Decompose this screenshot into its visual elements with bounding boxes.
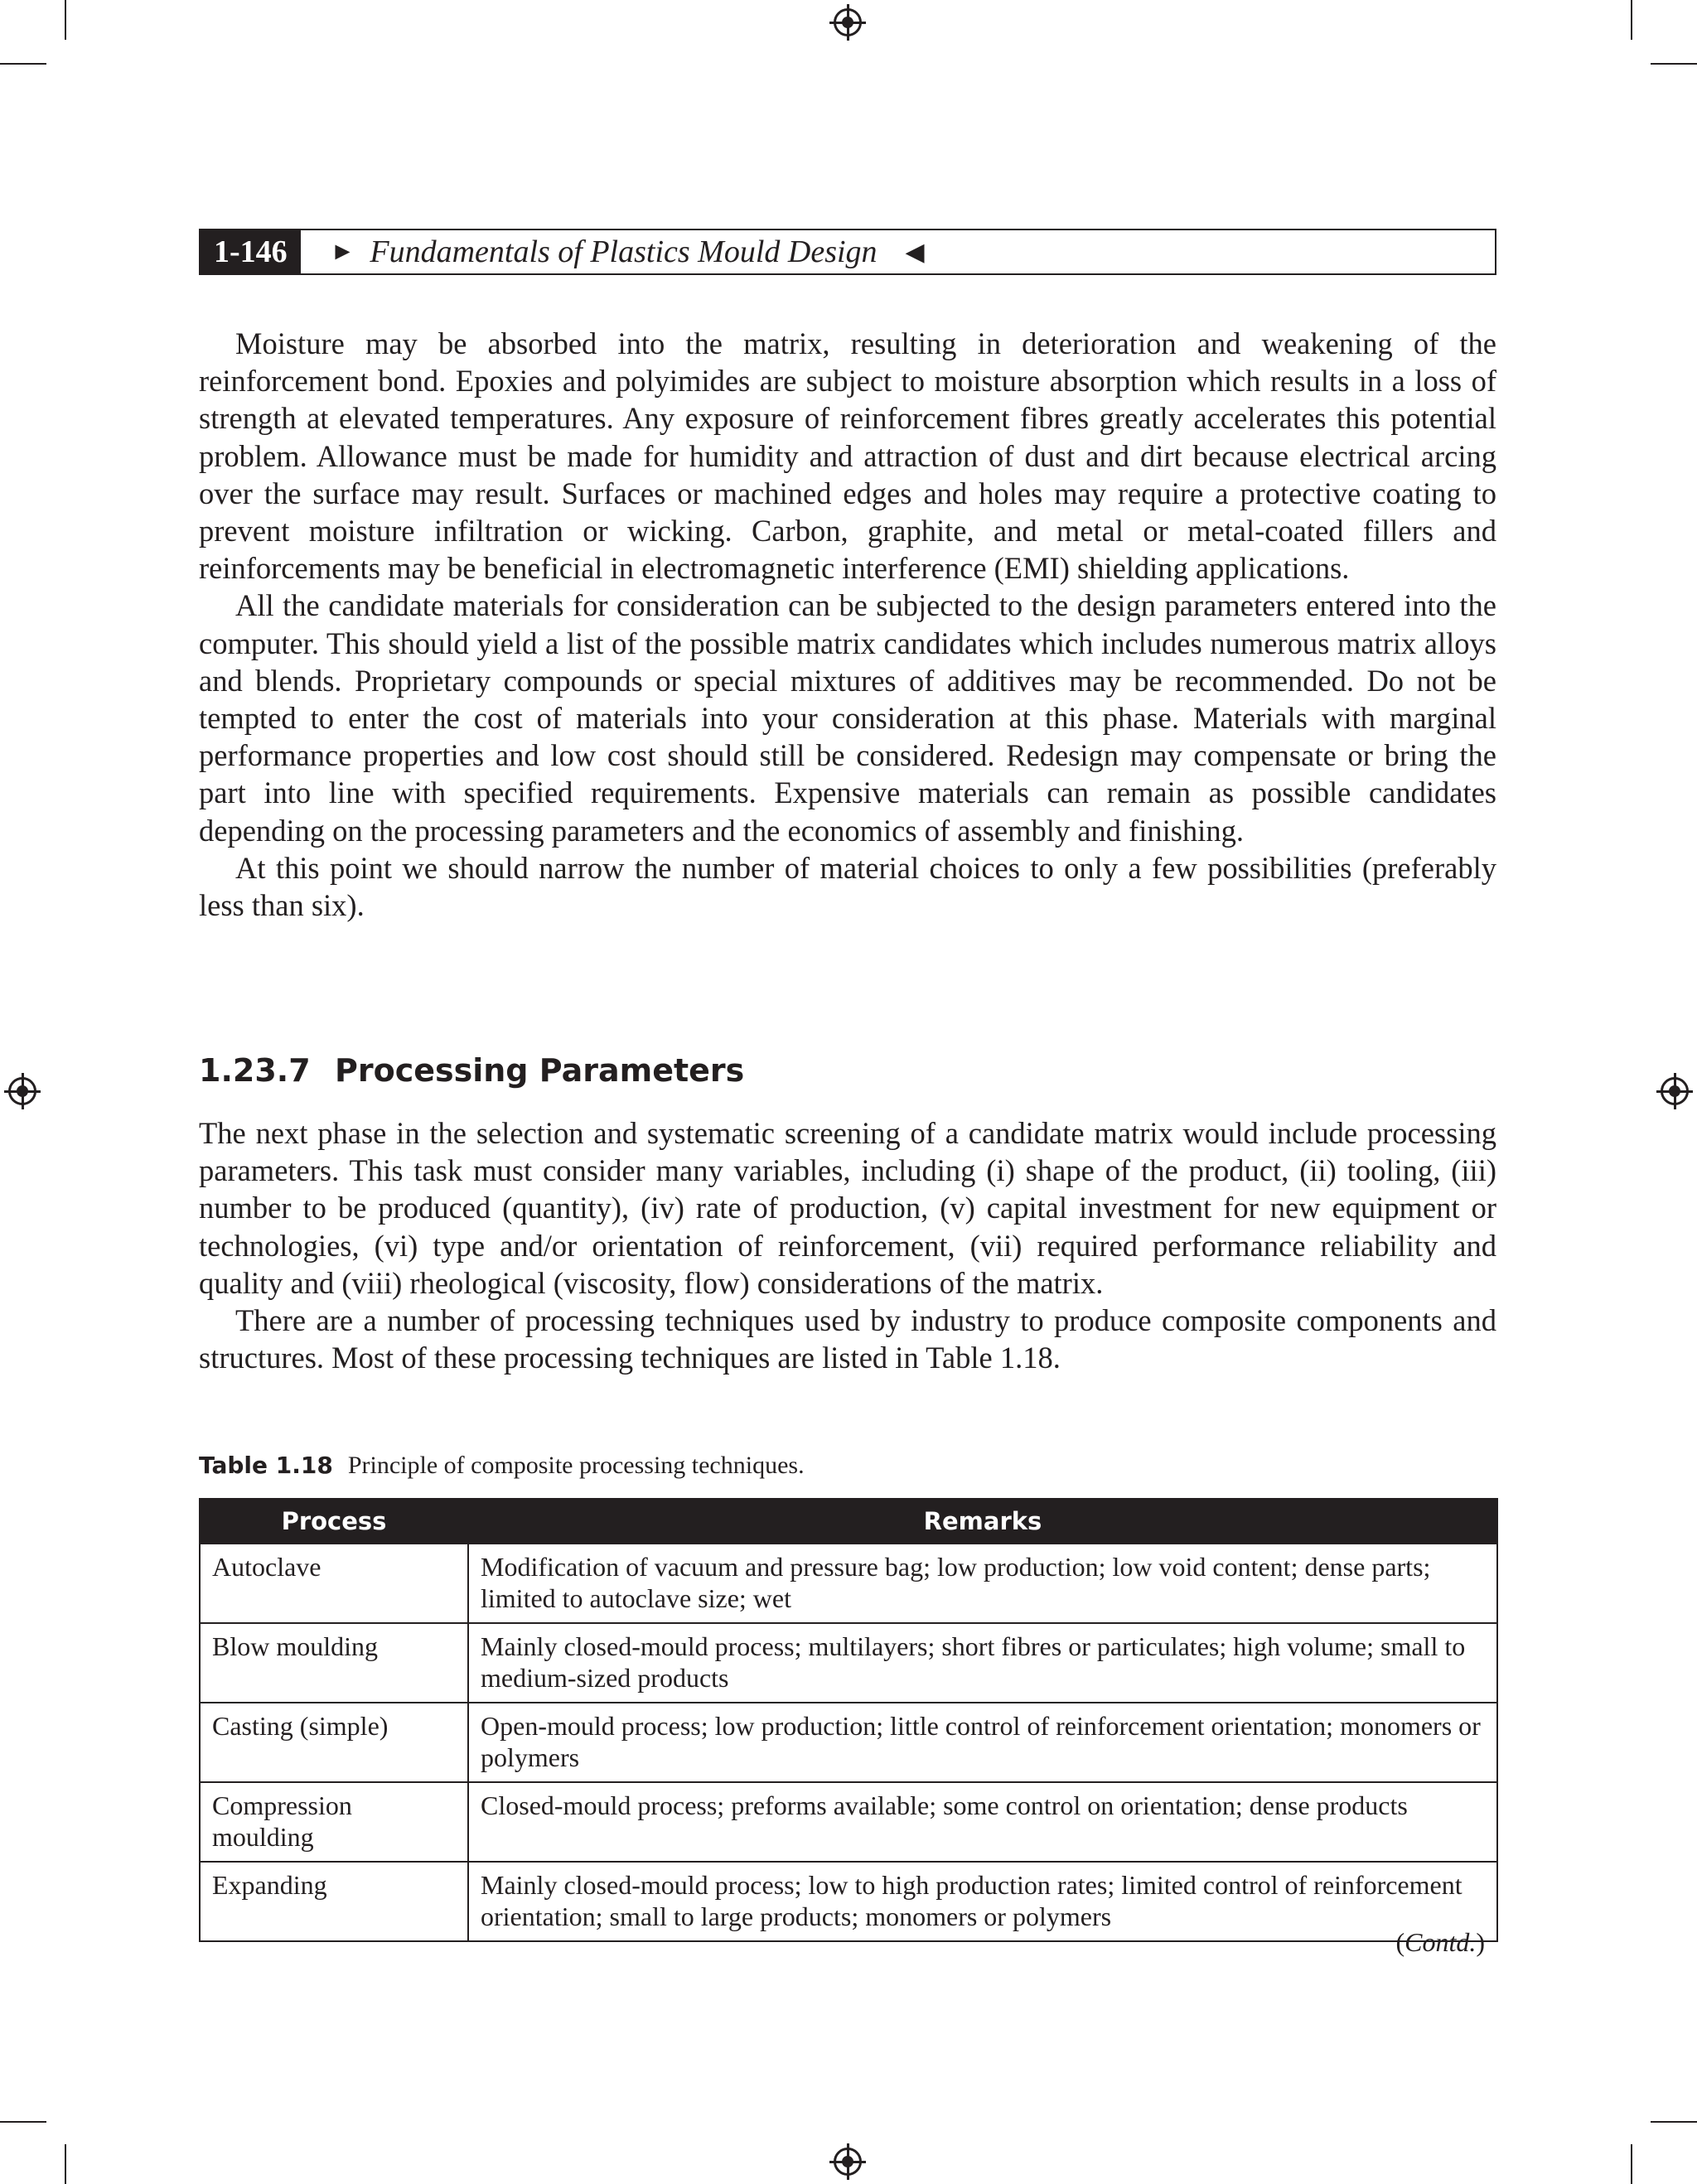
crop-mark <box>65 0 66 40</box>
crop-mark <box>1651 2121 1697 2123</box>
body-text-top <box>199 325 1496 924</box>
triangle-left-icon: ◀ <box>905 238 925 266</box>
process-cell: Blow moulding <box>200 1623 468 1703</box>
remarks-cell: Mainly closed-mould process; low to high production rates; limited control of reinforcement orientation; small to large products; monomers or polymers <box>468 1862 1497 1941</box>
crop-mark <box>1651 63 1697 65</box>
process-cell: Autoclave <box>200 1544 468 1623</box>
triangle-right-icon: ► <box>330 238 355 265</box>
registration-mark-icon <box>834 8 862 36</box>
crop-mark <box>1631 2144 1632 2184</box>
paragraph: The next phase in the selection and systematic screening of a candidate matrix would include processing parameters. This task must consider many variables, including (i) shape of the product, (ii) tooling, (iii) number to be produced (quantity), (iv) rate of production, (v) capital investment for new equipment or technologies, (vi) type and/or orientation of reinforcement, (vii) required performance reliability and quality and (viii) rheological (viscosity, flow) considerations of the matrix. <box>199 1116 1496 1300</box>
paragraph: All the candidate materials for consideration can be subjected to the design parameters entered into the computer. This should yield a list of the possible matrix candidates which includes numerous matrix alloys and blends. Proprietary compounds or special mixtures of additives may be recommended. Do not be tempted to enter the cost of materials into your consideration at this phase. Materials with marginal performance properties and low cost should still be considered. Redesign may compensate or bring the part into line with specified requirements. Expensive materials can remain as possible candidates depending on the processing parameters and the economics of assembly and finishing. <box>199 588 1496 848</box>
process-table <box>199 1498 1498 1942</box>
table-caption <box>199 1452 805 1480</box>
table-caption-text: Principle of composite processing techniques. <box>347 1452 805 1479</box>
registration-mark-icon <box>834 2148 862 2176</box>
column-header-remarks: Remarks <box>468 1499 1497 1544</box>
section-heading <box>199 1052 744 1089</box>
paragraph: At this point we should narrow the number of material choices to only a few possibilities (preferably less than six). <box>199 850 1496 923</box>
table-row <box>200 1703 1497 1782</box>
book-title: Fundamentals of Plastics Mould Design <box>370 234 878 269</box>
section-title: Processing Parameters <box>335 1052 745 1089</box>
registration-mark-icon <box>8 1077 36 1105</box>
continued-text: Contd. <box>1404 1927 1477 1957</box>
paragraph: Moisture may be absorbed into the matrix, resulting in deterioration and weakening of the reinforcement bond. Epoxies and polyimides are subject to moisture absorption which results in a loss of strength at elevated temperatures. Any exposure of reinforcement fibres greatly accelerates this potential problem. Allowance must be made for humidity and attraction of dust and dirt because electrical arcing over the surface may result. Surfaces or machined edges and holes may require a protective coating to prevent moisture infiltration or wicking. Carbon, graphite, and metal or metal-coated fillers and reinforcements may be beneficial in electromagnetic interference (EMI) shielding applications. <box>199 326 1496 586</box>
table-label: Table 1.18 <box>199 1452 333 1479</box>
table-header-row <box>200 1499 1497 1544</box>
remarks-cell: Modification of vacuum and pressure bag; low production; low void content; dense parts; limited to autoclave size; wet <box>468 1544 1497 1623</box>
table-row <box>200 1862 1497 1941</box>
crop-mark <box>0 63 46 65</box>
remarks-cell: Closed-mould process; preforms available; some control on orientation; dense products <box>468 1782 1497 1862</box>
section-number: 1.23.7 <box>199 1052 311 1089</box>
table-row <box>200 1544 1497 1623</box>
process-cell: Expanding <box>200 1862 468 1941</box>
crop-mark <box>0 2121 46 2123</box>
paragraph: There are a number of processing techniques used by industry to produce composite components and structures. Most of these processing techniques are listed in Table 1.18. <box>199 1303 1496 1375</box>
continued-note: (Contd.) <box>1395 1927 1485 1957</box>
table-row <box>200 1623 1497 1703</box>
process-cell: Compression moulding <box>200 1782 468 1862</box>
running-header <box>199 229 1496 275</box>
crop-mark <box>1631 0 1632 40</box>
crop-mark <box>65 2144 66 2184</box>
table-row <box>200 1782 1497 1862</box>
remarks-cell: Mainly closed-mould process; multilayers; short fibres or particulates; high volume; small to medium-sized products <box>468 1623 1497 1703</box>
page-number: 1-146 <box>201 230 301 273</box>
registration-mark-icon <box>1661 1077 1689 1105</box>
body-text-section <box>199 1114 1496 1376</box>
column-header-process: Process <box>200 1499 468 1544</box>
process-cell: Casting (simple) <box>200 1703 468 1782</box>
remarks-cell: Open-mould process; low production; little control of reinforcement orientation; monomers or polymers <box>468 1703 1497 1782</box>
